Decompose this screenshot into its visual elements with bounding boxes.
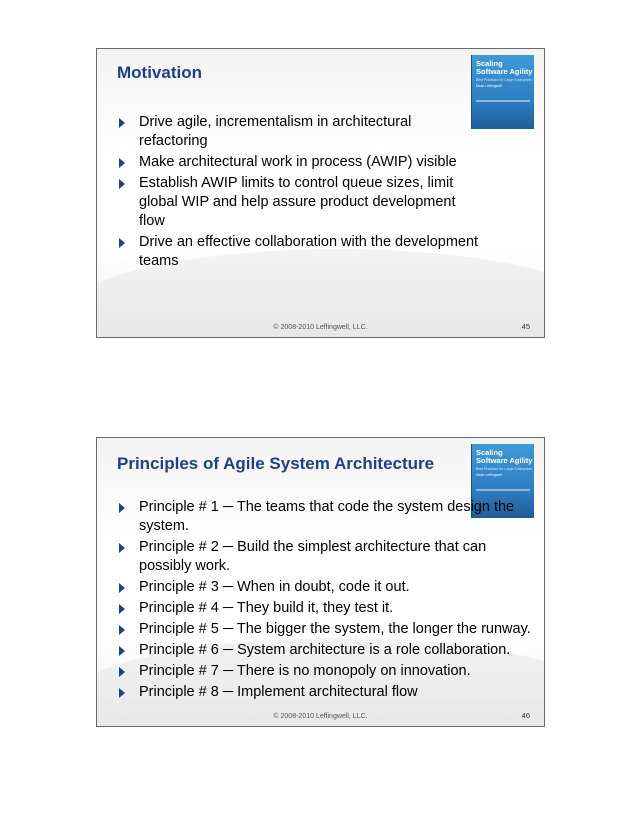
page-number: 46 bbox=[521, 711, 530, 720]
copyright-footer: © 2008-2010 Leffingwell, LLC. bbox=[273, 713, 368, 720]
list-item: Principle # 6 ─ System architecture is a role collaboration. bbox=[117, 641, 536, 660]
list-item: Principle # 4 ─ They build it, they test it. bbox=[117, 599, 536, 618]
list-item: Make architectural work in process (AWIP) visible bbox=[117, 153, 479, 172]
bullet-arrow-icon bbox=[119, 179, 125, 189]
list-item: Principle # 7 ─ There is no monopoly on innovation. bbox=[117, 662, 536, 681]
book-author: Dean Leffingwell bbox=[476, 84, 502, 88]
bullet-arrow-icon bbox=[119, 158, 125, 168]
copyright-footer: © 2008-2010 Leffingwell, LLC. bbox=[273, 324, 368, 331]
bullet-arrow-icon bbox=[119, 583, 125, 593]
bullet-arrow-icon bbox=[119, 646, 125, 656]
bullet-arrow-icon bbox=[119, 118, 125, 128]
list-item: Principle # 2 ─ Build the simplest architecture that can possibly work. bbox=[117, 538, 536, 576]
list-item: Principle # 1 ─ The teams that code the system design the system. bbox=[117, 498, 536, 536]
list-item: Drive an effective collaboration with the development teams bbox=[117, 233, 479, 271]
book-subtitle: Best Practices for Large Enterprises bbox=[476, 78, 533, 82]
list-item: Drive agile, incrementalism in architectural refactoring bbox=[117, 113, 479, 151]
bullet-arrow-icon bbox=[119, 604, 125, 614]
book-title: Scaling Software Agility bbox=[476, 59, 533, 76]
bullet-arrow-icon bbox=[119, 503, 125, 513]
bullet-arrow-icon bbox=[119, 688, 125, 698]
book-title: Scaling Software Agility bbox=[476, 448, 533, 465]
slide-45 bbox=[96, 48, 545, 338]
bullet-arrow-icon bbox=[119, 238, 125, 248]
list-item: Establish AWIP limits to control queue sizes, limit global WIP and help assure product development flow bbox=[117, 174, 479, 231]
book-subtitle: Best Practices for Large Enterprises bbox=[476, 467, 533, 471]
slide-title: Principles of Agile System Architecture bbox=[117, 454, 435, 473]
slide-title: Motivation bbox=[117, 63, 202, 82]
bullet-list bbox=[117, 113, 536, 273]
list-item: Principle # 8 ─ Implement architectural flow bbox=[117, 683, 536, 702]
page-number: 45 bbox=[521, 322, 530, 331]
book-author: Dean Leffingwell bbox=[476, 473, 502, 477]
bullet-list bbox=[117, 498, 536, 704]
book-decoration bbox=[476, 489, 530, 491]
list-item: Principle # 5 ─ The bigger the system, the longer the runway. bbox=[117, 620, 536, 639]
bullet-arrow-icon bbox=[119, 543, 125, 553]
bullet-arrow-icon bbox=[119, 667, 125, 677]
book-decoration bbox=[476, 100, 530, 102]
slide-46 bbox=[96, 437, 545, 727]
bullet-arrow-icon bbox=[119, 625, 125, 635]
list-item: Principle # 3 ─ When in doubt, code it out. bbox=[117, 578, 536, 597]
